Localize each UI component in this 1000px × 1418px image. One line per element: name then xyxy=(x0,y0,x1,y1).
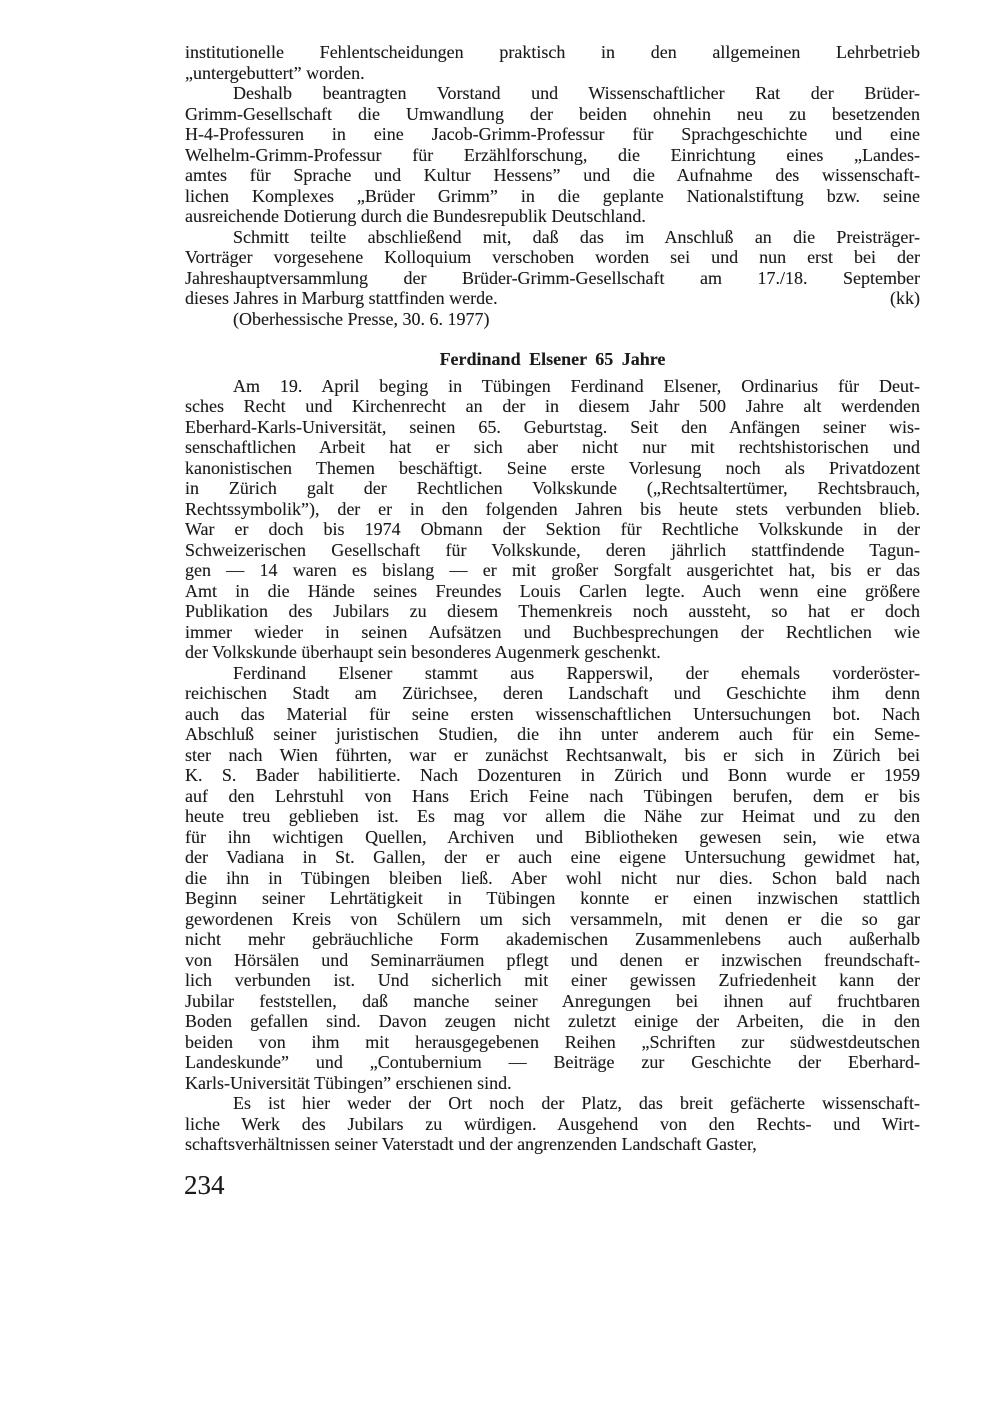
text-line: institutionelle Fehlentscheidungen praktisch in den allgemeinen Lehrbetrieb xyxy=(185,42,920,62)
text-line: amtes für Sprache und Kultur Hessens” und die Aufnahme des wissenschaft- xyxy=(185,165,920,185)
text-line: ster nach Wien führten, war er zunächst Rechtsanwalt, bis er sich in Zürich bei xyxy=(185,744,920,765)
paragraph xyxy=(185,1093,920,1155)
text-line: Grimm-Gesellschaft die Umwandlung der beiden ohnehin neu zu besetzenden xyxy=(185,103,920,124)
text-line: K. S. Bader habilitierte. Nach Dozenturen in Zürich und Bonn wurde er 1959 xyxy=(185,765,920,785)
page-number: 234 xyxy=(184,1170,225,1200)
text-line: auch das Material für seine ersten wissenschaftlichen Untersuchungen bot. Nach xyxy=(185,703,920,724)
text-line: liche Werk des Jubilars zu würdigen. Ausgehend von den Rechts- und Wirt- xyxy=(185,1113,920,1134)
text-line-left: dieses Jahres in Marburg stattfinden werde. xyxy=(185,288,498,308)
text-line: Jahreshauptversammlung der Brüder-Grimm-Gesellschaft am 17./18. September xyxy=(185,267,920,288)
text-line: Karls-Universität Tübingen” erschienen sind. xyxy=(185,1072,512,1093)
text-line: ausreichende Dotierung durch die Bundesrepublik Deutschland. xyxy=(185,206,646,226)
text-line: (Oberhessische Presse, 30. 6. 1977) xyxy=(233,308,490,329)
text-line: War er doch bis 1974 Obmann der Sektion für Rechtliche Volkskunde in der xyxy=(185,519,920,539)
paragraph xyxy=(185,227,920,309)
text-line: Welhelm-Grimm-Professur für Erzählforschung, die Einrichtung eines „Landes- xyxy=(185,144,920,165)
paragraph xyxy=(185,42,920,83)
text-line: Landeskunde” und „Contubernium — Beiträge zur Geschichte der Eberhard- xyxy=(185,1052,920,1072)
text-line: kanonistischen Themen beschäftigt. Seine erste Vorlesung noch als Privatdozent xyxy=(185,457,920,478)
text-line: Jubilar feststellen, daß manche seiner Anregungen bei ihnen auf fruchtbaren xyxy=(185,990,920,1011)
text-line: senschaftlichen Arbeit hat er sich aber nicht nur mit rechtshistorischen und xyxy=(185,437,920,457)
text-line: Amt in die Hände seines Freundes Louis Carlen legte. Auch wenn eine größere xyxy=(185,580,920,601)
text-line: nicht mehr gebräuchliche Form akademischen Zusammenlebens auch außerhalb xyxy=(185,929,920,949)
text-line: Es ist hier weder der Ort noch der Platz, das breit gefächerte wissenschaft- xyxy=(233,1093,920,1113)
text-line: H-4-Professuren in eine Jacob-Grimm-Professur für Sprachgeschichte und eine xyxy=(185,124,920,144)
text-line: Deshalb beantragten Vorstand und Wissenschaftlicher Rat der Brüder- xyxy=(233,83,920,103)
text-line: in Zürich galt der Rechtlichen Volkskunde („Rechtsaltertümer, Rechtsbrauch, xyxy=(185,478,920,498)
text-line: von Hörsälen und Seminarräumen pflegt und denen er inzwischen freundschaft- xyxy=(185,949,920,970)
text-line: für ihn wichtigen Quellen, Archiven und Bibliotheken gewesen sein, wie etwa xyxy=(185,826,920,847)
text-line: die ihn in Tübingen bleiben ließ. Aber wohl nicht nur dies. Schon bald nach xyxy=(185,867,920,888)
text-line: Am 19. April beging in Tübingen Ferdinand Elsener, Ordinarius für Deut- xyxy=(233,375,920,396)
text-line: Abschluß seiner juristischen Studien, die ihn unter anderem auch für ein Seme- xyxy=(185,724,920,744)
article-text-column xyxy=(185,42,920,1155)
text-line: Eberhard-Karls-Universität, seinen 65. Geburtstag. Seit den Anfängen seiner wis- xyxy=(185,416,920,437)
paragraph xyxy=(185,309,920,330)
text-line: heute treu geblieben ist. Es mag vor allem die Nähe zur Heimat und zu den xyxy=(185,806,920,826)
paragraph xyxy=(185,663,920,1094)
paragraph xyxy=(185,83,920,227)
author-initials: (kk) xyxy=(890,288,920,308)
text-line: der Vadiana in St. Gallen, der er auch eine eigene Untersuchung gewidmet hat, xyxy=(185,847,920,867)
text-line: „untergebuttert” worden. xyxy=(185,62,365,83)
text-line: gen — 14 waren es bislang — er mit großer Sorgfalt ausgerichtet hat, bis er das xyxy=(185,560,920,580)
article-heading: Ferdinand Elsener 65 Jahre xyxy=(439,349,666,369)
text-line: lichen Komplexes „Brüder Grimm” in die geplante Nationalstiftung bzw. seine xyxy=(185,185,920,206)
text-line xyxy=(185,288,920,309)
text-line: Vorträger vorgesehene Kolloquium verschoben worden sei und nun erst bei der xyxy=(185,247,920,267)
text-line: Beginn seiner Lehrtätigkeit in Tübingen konnte er einen inzwischen stattlich xyxy=(185,888,920,908)
text-line: Ferdinand Elsener stammt aus Rapperswil, der ehemals vorderöster- xyxy=(233,662,920,683)
text-line: Boden gefallen sind. Davon zeugen nicht zuletzt einige der Arbeiten, die in den xyxy=(185,1011,920,1031)
text-line: reichischen Stadt am Zürichsee, deren Landschaft und Geschichte ihm denn xyxy=(185,683,920,703)
text-line: Schweizerischen Gesellschaft für Volkskunde, deren jährlich stattfindende Tagun- xyxy=(185,539,920,560)
text-line: immer wieder in seinen Aufsätzen und Buchbesprechungen der Rechtlichen wie xyxy=(185,621,920,642)
text-line: schaftsverhältnissen seiner Vaterstadt und der angrenzenden Landschaft Gaster, xyxy=(185,1134,757,1154)
text-line: Rechtssymbolik”), der er in den folgenden Jahren bis heute stets verbunden blieb. xyxy=(185,498,920,519)
paragraph xyxy=(185,376,920,663)
text-line: beiden von ihm mit herausgegebenen Reihen „Schriften zur südwestdeutschen xyxy=(185,1031,920,1052)
text-line: auf den Lehrstuhl von Hans Erich Feine nach Tübingen berufen, dem er bis xyxy=(185,785,920,806)
text-line: sches Recht und Kirchenrecht an der in diesem Jahr 500 Jahre alt werdenden xyxy=(185,396,920,416)
text-line: gewordenen Kreis von Schülern um sich versammeln, mit denen er die so gar xyxy=(185,908,920,929)
text-line: lich verbunden ist. Und sicherlich mit einer gewissen Zufriedenheit kann der xyxy=(185,970,920,990)
text-line: Schmitt teilte abschließend mit, daß das im Anschluß an die Preisträger- xyxy=(233,226,920,247)
text-line: Publikation des Jubilars zu diesem Themenkreis noch aussteht, so hat er doch xyxy=(185,601,920,621)
text-line: der Volkskunde überhaupt sein besonderes Augenmerk geschenkt. xyxy=(185,642,661,662)
